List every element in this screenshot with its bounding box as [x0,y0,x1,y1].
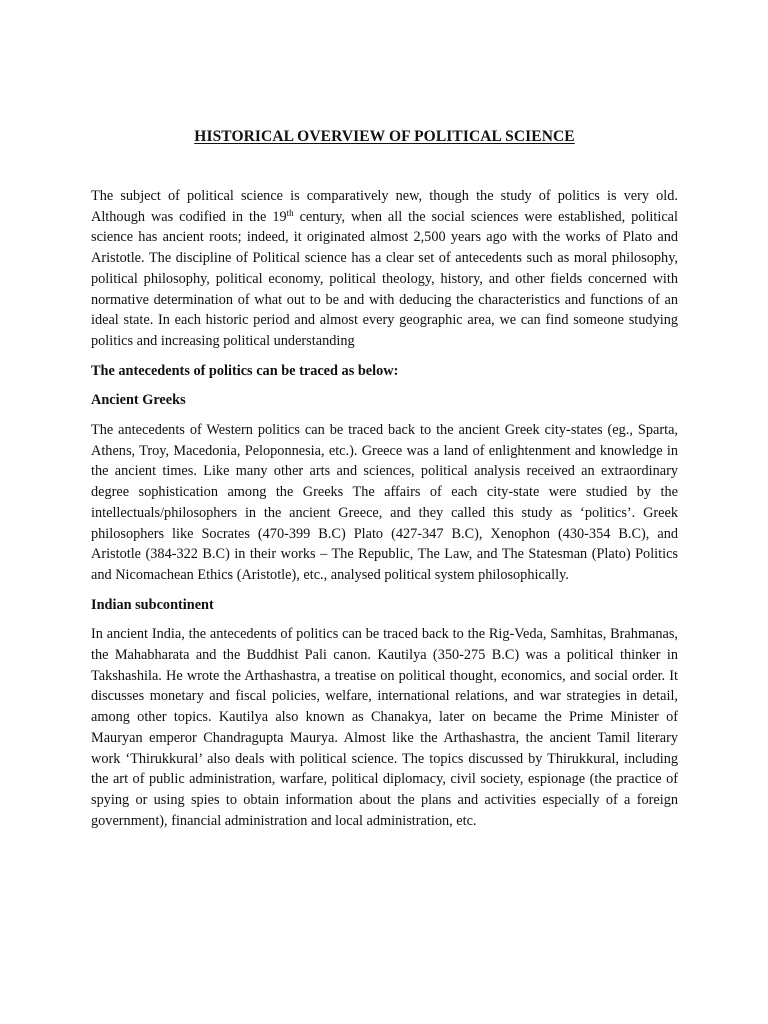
india-paragraph: In ancient India, the antecedents of politics can be traced back to the Rig-Veda, Samhitas, Brahmanas, the Mahabharata and the Buddhist Pali canon. Kautilya (350-275 B.C) was a political thinker in Takshashila. He wrote the Arthashastra, a treatise on political thought, economics, and social order. It discusses monetary and fiscal policies, welfare, international relations, and war strategies in detail, among other topics. Kautilya also known as Chanakya, later on became the Prime Minister of Mauryan emperor Chandragupta Maurya. Almost like the Arthashastra, the ancient Tamil literary work ‘Thirukkural’ also deals with political science. The topics discussed by Thirukkural, including the art of public administration, warfare, political diplomacy, civil society, espionage (the practice of spying or using spies to obtain information about the plans and activities especially of a foreign government), financial administration and local administration, etc. [91,626,678,829]
greeks-paragraph: The antecedents of Western politics can be traced back to the ancient Greek city-states (eg., Sparta, Athens, Troy, Macedonia, Peloponnesia, etc.). Greece was a land of enlightenment and knowledge in the ancient times. Like many other arts and sciences, political analysis received an extraordinary degree sophistication among the Greeks The affairs of each city-state were studied by the intellectuals/philosophers in the ancient Greece, and they called this study as ‘politics’. Greek philosophers like Socrates (470-399 B.C) Plato (427-347 B.C), Xenophon (430-354 B.C), and Aristotle (384-322 B.C) in their works – The Republic, The Law, and The Statesman (Plato) Politics and Nicomachean Ethics (Aristotle), etc., analysed political system philosophically. [91,422,678,583]
india-heading: Indian subcontinent [91,596,214,613]
intro-text-part1: The subject of political science is comparatively new, though the study of politics is very old. Although was codified in the 19 [91,188,678,225]
intro-text-part2: century, when all the social sciences were established, political science has ancient roots; indeed, it originated almost 2,500 years ago with the works of Plato and Aristotle. The discipline of Political science has a clear set of antecedents such as moral philosophy, political philosophy, political economy, political theology, history, and other fields concerned with normative determination of what out to be and with deducing the characteristics and functions of an ideal state. In each historic period and almost every geographic area, we can find someone studying politics and increasing political understanding [91,208,678,349]
page-title: HISTORICAL OVERVIEW OF POLITICAL SCIENCE [194,128,575,145]
intro-paragraph [91,186,678,352]
document-page [91,128,678,831]
antecedents-heading: The antecedents of politics can be traced as below: [91,362,399,379]
greeks-heading: Ancient Greeks [91,392,186,409]
intro-superscript: th [286,207,294,218]
